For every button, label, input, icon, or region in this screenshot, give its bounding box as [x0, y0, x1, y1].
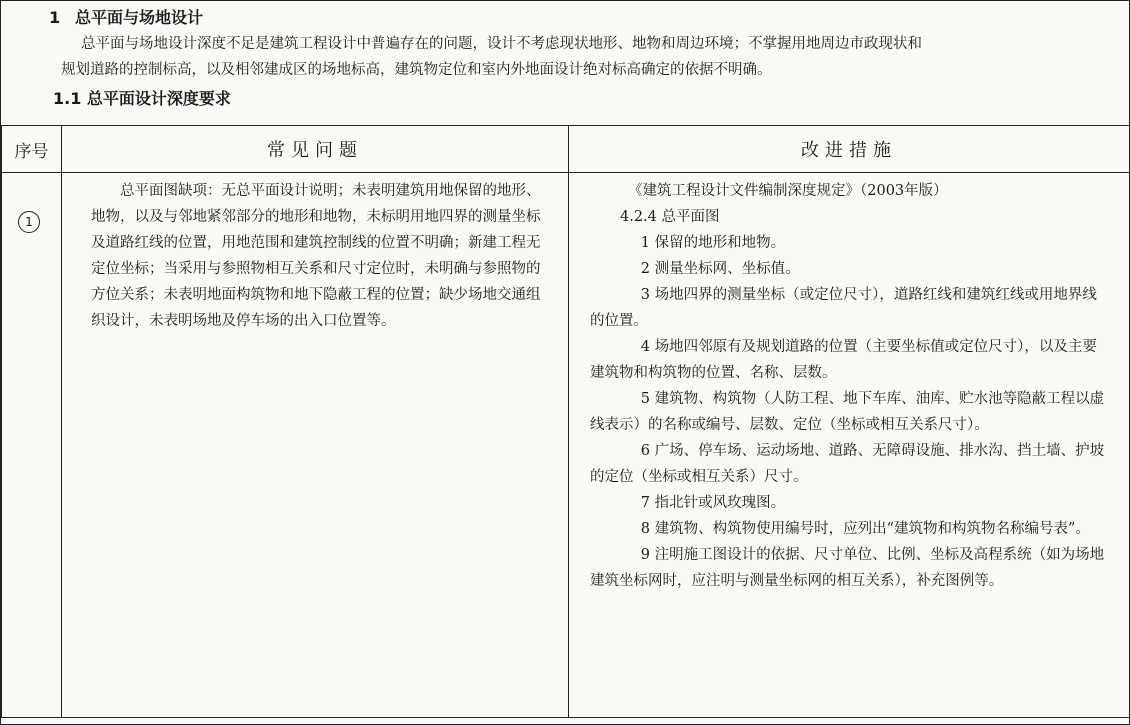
section-number: 1	[49, 8, 61, 27]
section-intro	[13, 31, 1117, 83]
header-fix: 改进措施	[569, 126, 1130, 173]
header-problem: 常见问题	[62, 126, 569, 173]
section-title: 总平面与场地设计	[75, 8, 204, 27]
row-seq-cell	[2, 173, 62, 718]
subsection-title: 1.1 总平面设计深度要求	[53, 89, 231, 108]
fix-section: 4.2.4 总平面图	[620, 209, 720, 225]
requirements-table	[1, 125, 1130, 718]
section-heading	[13, 5, 1117, 31]
row-number-circle: 1	[18, 211, 40, 233]
fix-item-6: 6 广场、停车场、运动场地、道路、无障碍设施、排水沟、挡土墙、护坡的定位（坐标或相互关系）尺寸。	[590, 443, 1105, 485]
fix-title: 《建筑工程设计文件编制深度规定》（2003年版）	[628, 183, 948, 199]
section-header	[1, 1, 1129, 115]
row-fix-cell	[569, 173, 1130, 718]
table-header-row	[2, 126, 1130, 173]
intro-line-1: 总平面与场地设计深度不足是建筑工程设计中普遍存在的问题，设计不考虑现状地形、地物和周边环境；不掌握用地周边市政现状和	[81, 36, 922, 52]
intro-line-2: 规划道路的控制标高，以及相邻建成区的场地标高，建筑物定位和室内外地面设计绝对标高确定的依据不明确。	[61, 62, 772, 78]
fix-item-8: 8 建筑物、构筑物使用编号时，应列出“建筑物和构筑物名称编号表”。	[640, 521, 1090, 537]
fix-item-3: 3 场地四界的测量坐标（或定位尺寸），道路红线和建筑红线或用地界线的位置。	[590, 287, 1097, 329]
fix-item-2: 2 测量坐标网、坐标值。	[640, 261, 800, 277]
header-seq: 序号	[2, 126, 62, 173]
fix-item-1: 1 保留的地形和地物。	[640, 235, 786, 251]
fix-item-5: 5 建筑物、构筑物（人防工程、地下车库、油库、贮水池等隐蔽工程以虚线表示）的名称或编号、层数、定位（坐标或相互关系尺寸）。	[590, 391, 1105, 433]
fix-item-9: 9 注明施工图设计的依据、尺寸单位、比例、坐标及高程系统（如为场地建筑坐标网时，应注明与测量坐标网的相互关系），补充图例等。	[590, 547, 1105, 589]
fix-item-4: 4 场地四邻原有及规划道路的位置（主要坐标值或定位尺寸），以及主要建筑物和构筑物的位置、名称、层数。	[590, 339, 1097, 381]
fix-item-7: 7 指北针或风玫瑰图。	[640, 495, 786, 511]
table-row	[2, 173, 1130, 718]
row-problem-cell	[62, 173, 569, 718]
problem-text: 总平面图缺项：无总平面设计说明；未表明建筑用地保留的地形、地物，以及与邻地紧邻部分的地形和地物，未标明用地四界的测量坐标及道路红线的位置，用地范围和建筑控制线的位置不明确；新建工程无定位坐标；当采用与参照物相互关系和尺寸定位时，未明确与参照物的方位关系；未表明地面构筑物和地下隐蔽工程的位置；缺少场地交通组织设计，未表明场地及停车场的出入口位置等。	[91, 183, 541, 329]
